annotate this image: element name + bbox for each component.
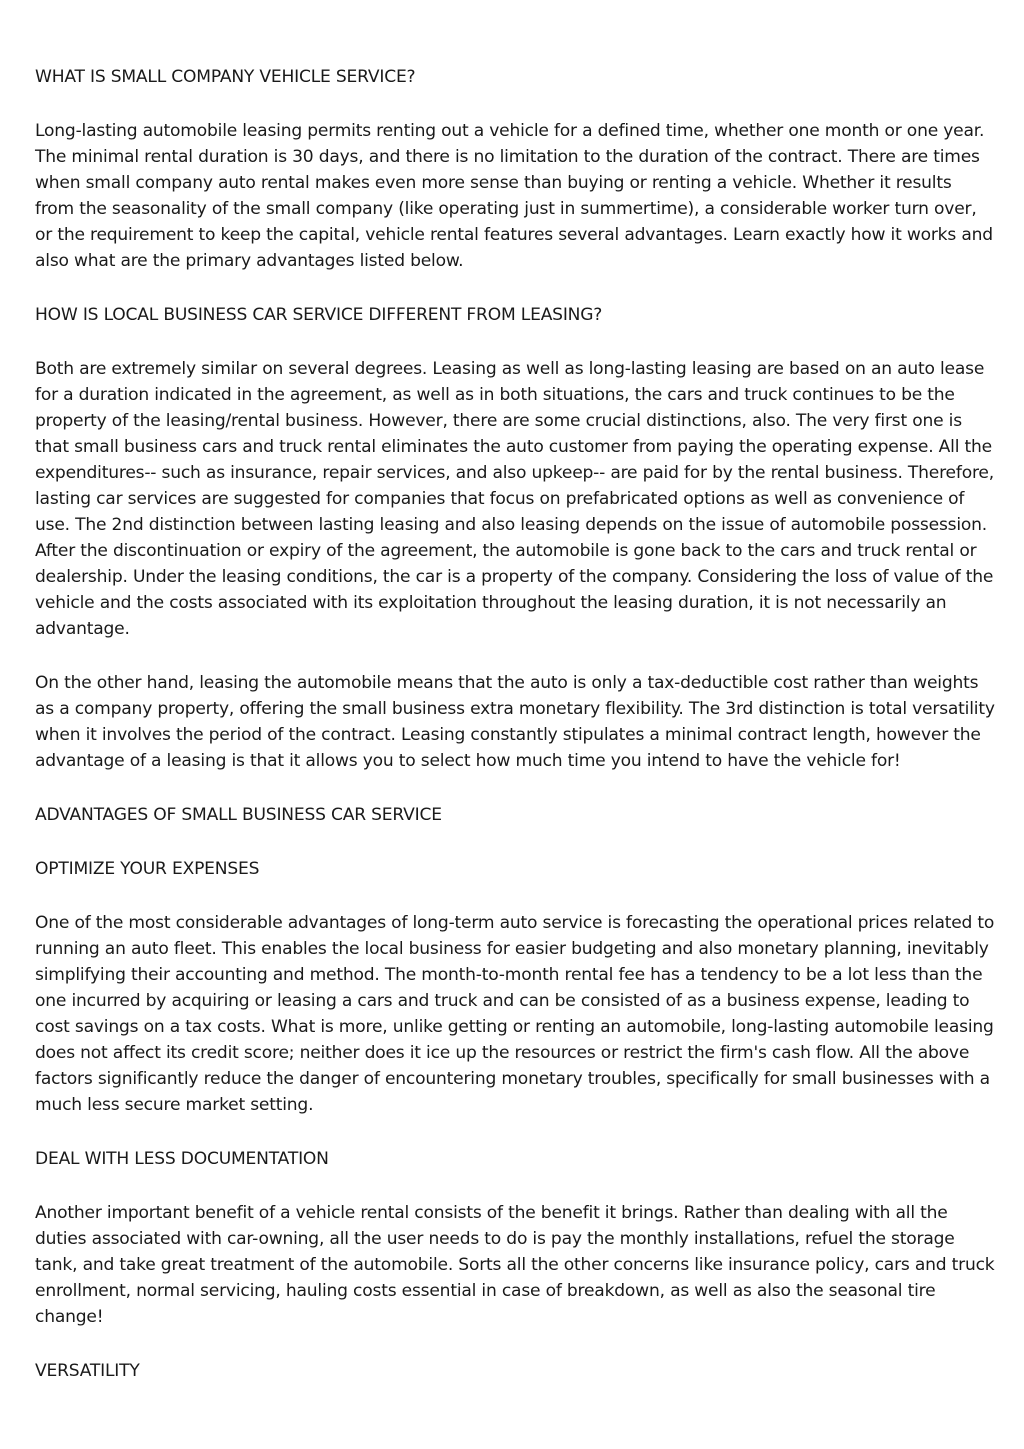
section-heading-less-documentation: DEAL WITH LESS DOCUMENTATION [35, 1149, 329, 1169]
paragraph-optimize-expenses: One of the most considerable advantages of long-term auto service is forecasting the operational prices related to running an auto fleet. This enables the local business for easier budgeting and also monetary planning, inevitably simplifying their accounting and method. The month-to-month rental fee has a tendency to be a lot less than the one incurred by acquiring or leasing a cars and truck and can be consisted of as a business expense, leading to cost savings on a tax costs. What is more, unlike getting or renting an automobile, long-lasting automobile leasing does not affect its credit score; neither does it ice up the resources or restrict the firm's cash flow. All the above factors significantly reduce the danger of encountering monetary troubles, specifically for small businesses with a much less secure market setting. [35, 913, 995, 1115]
section-heading-difference-from-leasing: HOW IS LOCAL BUSINESS CAR SERVICE DIFFERENT FROM LEASING? [35, 305, 603, 325]
section-heading-optimize-expenses: OPTIMIZE YOUR EXPENSES [35, 859, 260, 879]
section-heading-versatility: VERSATILITY [35, 1361, 140, 1381]
paragraph-less-documentation: Another important benefit of a vehicle rental consists of the benefit it brings. Rather than dealing with all the duties associated with car-owning, all the user needs to do is pay the monthly installations, refuel the storage tank, and take great treatment of the automobile. Sorts all the other concerns like insurance policy, cars and truck enrollment, normal servicing, hauling costs essential in case of breakdown, as well as also the seasonal tire change! [35, 1203, 995, 1327]
paragraph-difference-2: On the other hand, leasing the automobile means that the auto is only a tax-deductible cost rather than weights as a company property, offering the small business extra monetary flexibility. The 3rd distinction is total versatility when it involves the period of the contract. Leasing constantly stipulates a minimal contract length, however the advantage of a leasing is that it allows you to select how much time you intend to have the vehicle for! [35, 673, 995, 771]
section-heading-what-is: WHAT IS SMALL COMPANY VEHICLE SERVICE? [35, 67, 416, 87]
paragraph-what-is: Long-lasting automobile leasing permits renting out a vehicle for a defined time, whether one month or one year. The minimal rental duration is 30 days, and there is no limitation to the duration of the contract. There are times when small company auto rental makes even more sense than buying or renting a vehicle. Whether it results from the seasonality of the small company (like operating just in summertime), a considerable worker turn over, or the requirement to keep the capital, vehicle rental features several advantages. Learn exactly how it works and also what are the primary advantages listed below. [35, 121, 993, 271]
section-heading-advantages: ADVANTAGES OF SMALL BUSINESS CAR SERVICE [35, 805, 442, 825]
paragraph-difference-1: Both are extremely similar on several degrees. Leasing as well as long-lasting leasing are based on an auto lease for a duration indicated in the agreement, as well as in both situations, the cars and truck continues to be the property of the leasing/rental business. However, there are some crucial distinctions, also. The very first one is that small business cars and truck rental eliminates the auto customer from paying the operating expense. All the expenditures-- such as insurance, repair services, and also upkeep-- are paid for by the rental business. Therefore, lasting car services are suggested for companies that focus on prefabricated options as well as convenience of use. The 2nd distinction between lasting leasing and also leasing depends on the issue of automobile possession. After the discontinuation or expiry of the agreement, the automobile is gone back to the cars and truck rental or dealership. Under the leasing conditions, the car is a property of the company. Considering the loss of value of the vehicle and the costs associated with its exploitation throughout the leasing duration, it is not necessarily an advantage. [35, 359, 994, 639]
